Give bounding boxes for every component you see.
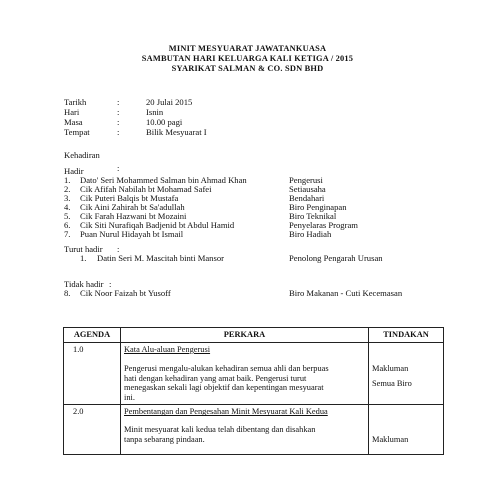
action-text: Makluman [372,435,409,445]
attendee-name: Puan Nurul Hidayah bt Ismail [80,229,184,239]
meta-label-time: Masa [64,117,83,127]
attendee-role: Bendahari [289,193,325,203]
attendee-name: Cik Siti Nurafiqah Badjenid bt Abdul Hamid [80,220,235,230]
attendee-role: Biro Hadiah [289,229,332,239]
attendee-name: Cik Farah Hazwani bt Mozaini [80,211,187,221]
minutes-title: MINIT MESYUARAT JAWATANKUASA [168,44,327,53]
attendee-role: Penyelaras Program [289,220,358,230]
present-sep: : [117,163,120,173]
action-text: Makluman [372,364,409,373]
agenda-content [121,405,369,455]
attendee-name: Dato' Seri Mohammed Salman bin Ahmad Khan [80,175,247,185]
agenda-line: Minit mesyuarat kali kedua telah dibentang dan disahkan [124,425,316,435]
attendee-number: 7. [64,229,71,239]
also-present-label: Turut hadir [64,244,103,254]
attendee-number: 1. [80,253,87,263]
attendee-number: 5. [64,211,71,221]
meta-value-place: Bilik Mesyuarat I [146,127,207,137]
meta-sep: : [117,107,120,117]
agenda-action [369,405,444,455]
meta-sep: : [117,127,120,137]
meta-label-date: Tarikh [64,97,87,107]
attendee-number: 2. [64,184,71,194]
meta-label-day: Hari [64,107,80,117]
agenda-number-text: 1.0 [73,345,84,354]
table-row [64,405,444,455]
agenda-line: ini. [124,392,135,402]
present-label: Hadir [64,166,84,176]
meta-value-date: 20 Julai 2015 [146,97,193,107]
agenda-line: tanpa sebarang pindaan. [124,434,205,444]
absent-sep: : [109,279,112,289]
agenda-number-text: 2.0 [73,407,84,417]
attendee-name: Cik Puteri Balqis bt Mustafa [80,193,179,203]
company-name: SYARIKAT SALMAN & CO. SDN BHD [171,64,324,73]
agenda-item-text [124,364,365,402]
attendee-role: Biro Makanan - Cuti Kecemasan [289,288,403,298]
meta-value-day: Isnin [146,107,164,117]
agenda-item-title: Kata Alu-aluan Pengerusi [124,345,211,354]
action-text: Semua Biro [372,379,412,388]
agenda-item-text [124,425,365,444]
meta-label-place: Tempat [64,127,90,137]
agenda-content [121,343,369,405]
agenda-line: hati dengan kehadiran yang amat baik. Pengerusi turut [124,373,307,383]
meta-value-time: 10.00 pagi [146,117,183,127]
agenda-action [369,343,444,405]
attendee-number: 1. [64,175,71,185]
table-header-row [64,328,444,343]
attendee-number: 8. [64,288,71,298]
attendee-name: Cik Aini Zahirah bt Sa'adullah [80,202,185,212]
agenda-line: Pengerusi mengalu-alukan kehadiran semua ahli dan berpuas [124,364,329,373]
header-agenda: AGENDA [64,328,121,343]
attendee-role: Biro Teknikal [289,211,337,221]
header-tindakan: TINDAKAN [369,328,444,343]
agenda-number [64,405,121,455]
attendee-name: Cik Afifah Nabilah bt Mohamad Safei [80,184,212,194]
header-perkara: PERKARA [121,328,369,343]
meta-sep: : [117,117,120,127]
attendee-role: Setiausaha [289,184,326,194]
attendee-role: Penolong Pengarah Urusan [289,253,383,263]
attendee-role: Pengerusi [289,175,323,185]
also-present-sep: : [117,244,120,254]
agenda-number [64,343,121,405]
attendee-number: 3. [64,193,71,203]
attendee-name: Datin Seri M. Mascitah binti Mansor [97,253,224,263]
table-row [64,343,444,405]
event-title: SAMBUTAN HARI KELUARGA KALI KETIGA / 2015 [141,54,354,63]
attendee-name: Cik Noor Faizah bt Yusoff [80,288,171,298]
attendance-heading: Kehadiran [64,150,100,160]
attendee-number: 4. [64,202,71,212]
absent-label: Tidak hadir [64,279,104,289]
agenda-table [63,327,444,455]
attendee-role: Biro Penginapan [289,202,347,212]
agenda-item-title: Pembentangan dan Pengesahan Minit Mesyuarat Kali Kedua [124,407,328,417]
attendee-number: 6. [64,220,71,230]
meta-sep: : [117,97,120,107]
agenda-line: menegaskan sekali lagi objektif dan kepentingan mesyuarat [124,383,324,393]
